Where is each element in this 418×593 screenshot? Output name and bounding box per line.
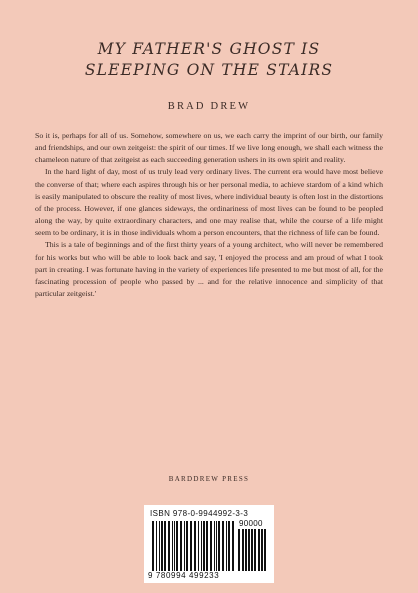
author-name: BRAD DREW xyxy=(167,101,251,112)
barcode-bar xyxy=(161,521,163,571)
barcode-bar xyxy=(226,521,227,571)
publisher-name: BARDDREW PRESS xyxy=(168,475,250,483)
blurb-paragraph-1: So it is, perhaps for all of us. Somehow, somewhere on us, we each carry the imprint of our birth, our family and friendships, and our own zeitgeist: the spirit of our times. If we live long enough, we shall each witness the chameleon nature of that zeitgeist as each succeeding generation ushers in its own spirit and reality. xyxy=(35,131,383,165)
barcode-bar xyxy=(174,521,175,571)
barcode-bar xyxy=(238,529,240,571)
barcode-bar xyxy=(190,521,192,571)
barcode-bar xyxy=(232,521,234,571)
barcode-bar xyxy=(261,529,263,571)
barcode-bar xyxy=(251,529,253,571)
barcode-bar xyxy=(172,521,173,571)
barcode-bar xyxy=(184,521,185,571)
barcode-bar xyxy=(264,529,266,571)
barcode-bar xyxy=(242,529,244,571)
barcode-bar xyxy=(214,521,215,571)
barcode-bar xyxy=(198,521,199,571)
barcode-bar xyxy=(248,529,250,571)
barcode-bar xyxy=(180,521,182,571)
barcode-bar xyxy=(228,521,230,571)
book-title-line-2: SLEEPING ON THE STAIRS xyxy=(84,61,334,79)
barcode-bar xyxy=(194,521,196,571)
barcode-bar xyxy=(156,521,157,571)
barcode-bar xyxy=(164,521,166,571)
barcode-bar xyxy=(168,521,170,571)
barcode-bar xyxy=(186,521,188,571)
blurb-paragraph-2: In the hard light of day, most of us truly lead very ordinary lives. The current era would have most believe the converse of that; where each aspires through his or her personal media, to achieve stardom of a kind which is easily manipulated to obscure the reality of most lives, where individual beauty is often lost in the distortions of the process. However, if one glances sideways, the ordinariness of most lives can be found to be peopled along the way, by quite extraordinary characters, and one may realise that, while the course of a life might seem to be ordinary, it is in those individuals whom a person encounters, that the richness of life can be found. xyxy=(35,167,383,238)
barcode-addon-number: 90000 xyxy=(239,519,263,528)
barcode-main-bars xyxy=(152,521,236,571)
barcode-bar xyxy=(203,521,205,571)
blurb xyxy=(35,130,383,300)
blurb-paragraph-3: This is a tale of beginnings and of the first thirty years of a young architect, who will never be remembered for his works but who will be able to look back and say, 'I enjoyed the process and am proud of what I took part in creating. I was fortunate having in the variety of experiences life presented to me but most of all, for the fascinating procession of people who passed by ... and for the relative innocence and simplicity of that particular zeitgeist.' xyxy=(35,240,383,299)
barcode-bar xyxy=(245,529,247,571)
ean-digits: 9 780994 499233 xyxy=(148,571,220,580)
isbn-number: ISBN 978-0-9944992-3-3 xyxy=(150,509,249,518)
barcode-bar xyxy=(201,521,202,571)
barcode-bar xyxy=(258,529,260,571)
barcode-bar xyxy=(254,529,256,571)
barcode-bar xyxy=(218,521,220,571)
barcode-bar xyxy=(159,521,160,571)
barcode-bar xyxy=(210,521,212,571)
barcode-bar xyxy=(216,521,217,571)
barcode-addon-bars xyxy=(238,529,268,571)
barcode-bar xyxy=(176,521,178,571)
barcode-bar xyxy=(152,521,154,571)
isbn-barcode xyxy=(144,505,274,583)
barcode-bar xyxy=(206,521,208,571)
barcode-bar xyxy=(222,521,224,571)
book-title-line-1: MY FATHER'S GHOST IS xyxy=(97,40,321,58)
